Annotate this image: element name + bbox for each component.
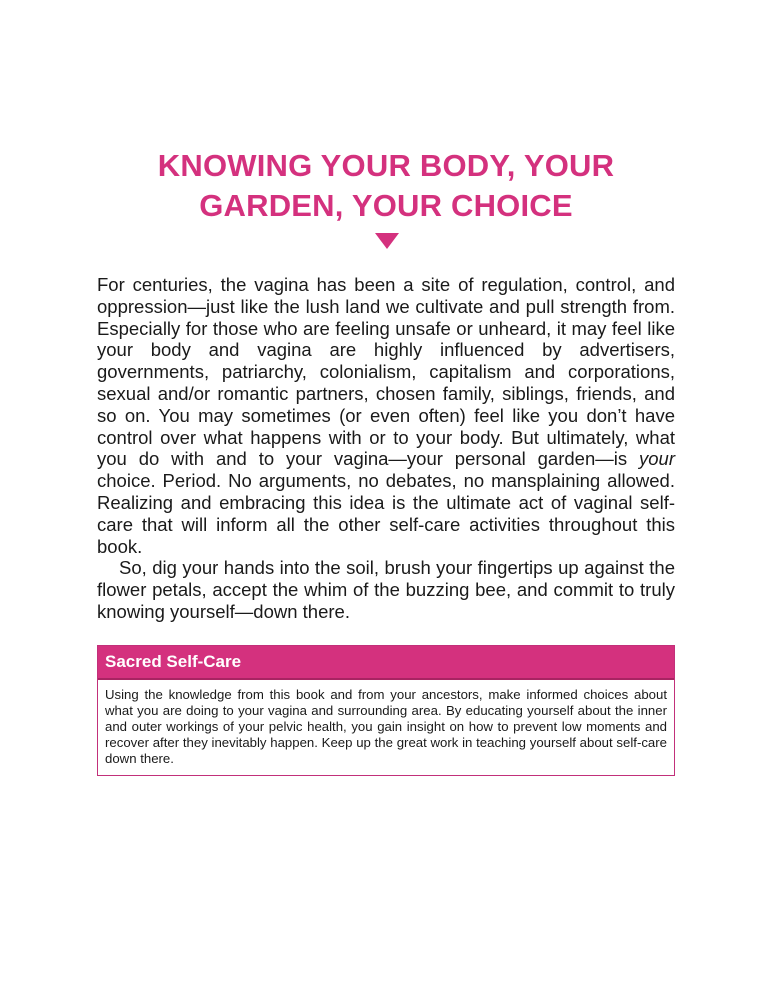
page-title — [96, 146, 676, 226]
sacred-self-care-box — [97, 645, 675, 776]
sidebar-title: Sacred Self-Care — [98, 646, 674, 680]
body-paragraph-1-text-b: choice. Period. No arguments, no debates, no mansplaining allowed. Realizing and embracing this idea is the ultimate act of vaginal self-care that will inform all the other self-care activities throughout this book. — [97, 470, 675, 557]
sidebar-text: Using the knowledge from this book and from your ancestors, make informed choices about what you are doing to your vagina and surrounding area. By educating yourself about the inner and outer workings of your pelvic health, you gain insight on how to prevent low moments and recover after they inevitably happen. Keep up the great work in teaching yourself about self-care down there. — [105, 687, 667, 766]
down-triangle-icon — [375, 233, 399, 249]
page-title-line-1: KNOWING YOUR BODY, YOUR — [157, 148, 615, 183]
page-title-line-2: GARDEN, YOUR CHOICE — [199, 188, 573, 223]
body-paragraph-1-text-a: For centuries, the vagina has been a site of regulation, control, and oppression—just like the lush land we cultivate and pull strength from. Especially for those who are feeling unsafe or unheard, it may feel like your body and vagina are highly influenced by advertisers, governments, patriarchy, colonialism, capitalism and corporations, sexual and/or romantic partners, chosen family, siblings, friends, and so on. You may sometimes (or even often) feel like you don’t have control over what happens with or to your body. But ultimately, what you do with and to your vagina—your personal garden—is — [97, 274, 675, 470]
body-paragraph-1 — [97, 274, 675, 557]
body-paragraph-1-emphasis: your — [639, 448, 675, 470]
body-text — [97, 274, 675, 623]
body-paragraph-2: So, dig your hands into the soil, brush your fingertips up against the flower petals, accept the whim of the buzzing bee, and commit to truly knowing yourself—down there. — [97, 557, 675, 622]
